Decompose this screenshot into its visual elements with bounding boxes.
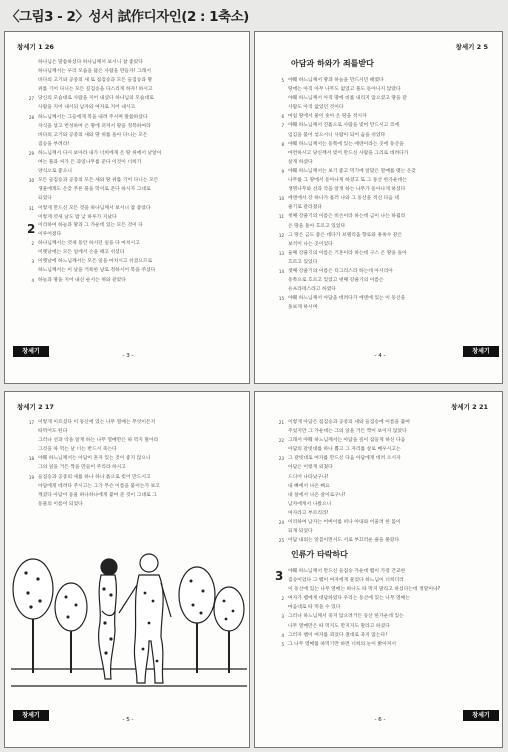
page-number: - 4 -	[374, 353, 386, 359]
verse-number: 4	[31, 277, 34, 283]
verse-number: 7	[281, 123, 284, 129]
verse-number: 4	[281, 632, 284, 638]
verse-line	[273, 222, 495, 231]
verse-line	[23, 140, 241, 149]
verse-number	[23, 427, 38, 436]
verse-line	[273, 436, 495, 445]
verse-number	[273, 85, 288, 94]
verse-text: 야훼 하느님께서는 아담이 혼자 있는 것이 좋지 않으니	[38, 456, 151, 462]
verse-line	[23, 167, 241, 176]
verse-number	[23, 482, 38, 491]
verse-line	[273, 121, 495, 130]
verse-number	[273, 463, 288, 472]
chapter-number: 3	[275, 569, 284, 583]
verse-number: 19	[28, 474, 34, 480]
verse-text: 짐승이었다 그 뱀이 여자에게 물었다 하느님이 너희더러	[288, 578, 404, 584]
verse-text: 땅에는 아직 아무 나무도 없었고 풀도 돋아나지 않았다	[288, 87, 401, 93]
verse-line	[273, 85, 495, 94]
verse-number	[273, 94, 288, 103]
verse-line	[273, 509, 495, 518]
verse-text: 마침 땅에서 물이 솟아 온 땅을 적시자	[288, 114, 367, 120]
verse-text: 이렇게 아담은 집짐승과 공중의 새와 들짐승에 이름을 붙여	[288, 420, 410, 425]
verse-number	[273, 603, 288, 612]
verse-number	[23, 221, 38, 230]
verse-line	[273, 536, 495, 545]
page-number: - 3 -	[122, 353, 134, 359]
verse-block	[273, 76, 495, 312]
verse-number: 28	[28, 114, 34, 120]
verse-number: 5	[281, 78, 284, 83]
verse-text: 생물에게도 온갖 푸른 풀을 먹이로 준다 하시자 그대로	[38, 187, 151, 193]
verse-line	[23, 463, 241, 472]
verse-text: 이 동산에 있는 나무 열매는 하나도 따 먹지 말라고 하셨다는데 정말이냐?	[288, 587, 441, 593]
verse-text: 하나님은 말씀하셨다 하나님께서 보시니 참 좋았다	[38, 60, 143, 65]
verse-number	[273, 622, 288, 631]
verse-number	[23, 436, 38, 445]
verse-number	[23, 140, 38, 149]
verse-line	[23, 85, 241, 94]
verse-number: 22	[278, 438, 284, 444]
verse-line	[273, 622, 495, 631]
verse-number: 13	[278, 250, 284, 256]
book-tab: 창세기	[13, 710, 49, 721]
verse-line	[273, 491, 495, 500]
verse-text: 그 땅은 금도 좋은 데다가 브델리움 향료와 홍옥수 같은	[288, 232, 403, 238]
verse-number: 12	[278, 232, 284, 238]
verse-line	[273, 640, 495, 649]
verse-line	[273, 240, 495, 249]
page-6	[254, 391, 503, 748]
verse-block	[273, 418, 495, 545]
verse-line	[23, 257, 241, 266]
verse-number	[23, 185, 38, 194]
verse-number	[273, 176, 288, 185]
verse-line	[273, 594, 495, 603]
verse-number	[23, 445, 38, 454]
eve-figure	[99, 559, 117, 679]
verse-text: 자식을 낳고 번성하여 온 땅에 퍼져서 땅을 정복하여라	[38, 123, 151, 129]
figure-title: 〈그림3 - 2〉성서 試作디자인(2 : 1축소)	[6, 9, 249, 25]
verse-number: 5	[281, 641, 284, 647]
verse-number: 9	[281, 168, 284, 174]
verse-text: 야훼 하느님께서 땅과 하늘을 만드시던 때였다	[288, 78, 384, 83]
verse-line	[23, 500, 241, 509]
section-title: 아담과 하와가 죄를받다	[291, 59, 374, 68]
verse-text: 생명나무와 선과 악을 알게 하는 나무가 돋아나게 하셨다	[288, 187, 406, 193]
verse-line	[273, 140, 495, 149]
verse-line	[23, 122, 241, 131]
verse-text: 동쪽으로 흐르고 있었고 넷째 강줄기의 이름은	[288, 278, 384, 284]
verse-number	[23, 131, 38, 140]
adam-figure	[119, 554, 171, 683]
verse-line	[23, 230, 241, 239]
verse-text: 아담은 이렇게 외쳤다	[288, 465, 333, 471]
verse-line	[23, 185, 241, 194]
tree-icon	[13, 559, 53, 673]
verse-line	[23, 76, 241, 85]
verse-text: 야훼 하느님께서 만드신 들짐승 가운데 뱀이 가장 간교한	[288, 569, 406, 574]
verse-text: 보석이 나는 곳이었다	[288, 241, 333, 247]
verse-number	[273, 149, 288, 158]
verse-number	[23, 230, 38, 239]
verse-line	[273, 294, 495, 303]
verse-number	[273, 445, 288, 454]
verse-line	[23, 158, 241, 167]
verse-text: 그것을 따 먹는 날 너는 반드시 죽는다	[38, 447, 117, 453]
verse-text: 아담 내외는 알몸이면서도 서로 부끄러운 줄을 몰랐다	[288, 538, 400, 544]
verse-text: 하나님께서는 우리 모습을 닮은 사람을 만들자! 그래서	[38, 69, 152, 75]
verse-text: 나무 열매만은 따 먹지도 만지지도 말라고 하셨다	[288, 623, 390, 629]
verse-number: 3	[31, 259, 34, 265]
verse-line	[273, 176, 495, 185]
verse-number	[273, 509, 288, 518]
section-title: 인류가 타락하다	[291, 550, 348, 559]
verse-text: 되게 되었다	[288, 529, 313, 535]
verse-line	[273, 149, 495, 158]
verse-number: 27	[28, 96, 34, 102]
verse-number	[273, 567, 288, 576]
verse-line	[23, 113, 241, 122]
verse-line	[23, 436, 241, 445]
verse-line	[23, 445, 241, 454]
verse-text: 바다의 고기와 공중의 새와 땅 위를 돌아 다니는 모든	[38, 132, 148, 138]
verse-line	[23, 239, 241, 248]
verse-text: 이렛날에는 모든 일에서 손을 떼고 쉬셨다	[38, 250, 125, 256]
verse-number: 18	[28, 456, 34, 462]
book-tab: 창세기	[463, 710, 499, 721]
verse-number	[273, 131, 288, 140]
verse-text: 모든 들짐승과 공중의 모든 새와 땅 위를 기어 다니는 모든	[38, 178, 159, 184]
verse-text: 그 나무 열매를 따먹기만 하면 너희의 눈이 밝아져서	[288, 641, 396, 647]
verse-number	[273, 576, 288, 585]
verse-text: 이루어졌다	[38, 232, 62, 238]
verse-text: 동물의 이름이 되었다	[38, 501, 83, 507]
verse-text: 짐승을 부려라!	[38, 141, 70, 147]
verse-line	[273, 249, 495, 258]
verse-line	[273, 585, 495, 594]
verse-number: 8	[281, 141, 284, 147]
verse-text: 둘째 강줄기의 이름은 기혼이라 하는데 구스 온 땅을 돌아	[288, 250, 407, 256]
verse-number	[273, 491, 288, 500]
verse-number	[273, 276, 288, 285]
verse-block	[23, 58, 241, 222]
verse-number: 24	[278, 520, 284, 526]
verse-text: 드디어 나타났구나!	[288, 474, 329, 480]
verse-number	[23, 248, 38, 257]
verse-line	[273, 445, 495, 454]
verse-line	[23, 248, 241, 257]
verse-number: 25	[278, 538, 284, 544]
verse-number	[23, 194, 38, 203]
verse-text: 살게 하셨다	[288, 159, 313, 165]
verse-number	[273, 500, 288, 509]
verse-line	[23, 418, 241, 427]
verse-text: 이렇게 만드신 모든 것을 하나님께서 보시니 참 좋았다	[38, 205, 151, 211]
verse-line	[273, 603, 495, 612]
verse-text: 여자라고 부르리라!	[288, 510, 329, 516]
verse-line	[273, 576, 495, 585]
verse-number: 17	[28, 420, 34, 425]
verse-number	[273, 527, 288, 536]
verse-text: 야훼 하느님께서 아담을 데려다가 에덴에 있는 이 동산을	[288, 296, 406, 302]
verse-line	[23, 473, 241, 482]
verse-number: 30	[28, 178, 34, 184]
verse-number	[273, 473, 288, 482]
verse-text: 나무를 그 땅에서 돋아나게 하셨고 또 그 동산 한가운데는	[288, 178, 407, 184]
page-4	[254, 31, 503, 384]
verse-text: 아담에게 데려다 주시고는 그가 무슨 이름을 붙이는가 보고	[38, 483, 160, 489]
verse-text: 돌보게 하시며	[288, 305, 318, 311]
verse-line	[273, 103, 495, 112]
verse-text: 사람도 아직 없었던 것이다	[288, 105, 344, 111]
verse-number	[273, 240, 288, 249]
verse-line	[23, 131, 241, 140]
verse-number	[23, 58, 38, 67]
verse-number: 23	[278, 456, 284, 462]
verse-text: 주었지만 그 가운데는 그의 일을 거든 짝이 보이지 않았다	[288, 429, 407, 435]
verse-line	[273, 258, 495, 267]
verse-line	[23, 103, 241, 112]
verse-text: 줄기로 갈라졌다	[288, 205, 322, 211]
verse-text: 유프라테스라고 하였다	[288, 287, 336, 293]
verse-line	[23, 482, 241, 491]
verse-number: 14	[278, 268, 284, 274]
verse-line	[273, 267, 495, 276]
verse-line	[23, 149, 241, 158]
verse-text: 흐르고 있었다	[288, 259, 318, 265]
verse-text: 남자에게서 나왔으니	[288, 501, 332, 507]
page-3	[4, 31, 250, 384]
verse-text: 그러나 하느님께서 죽지 않으려거든 동산 한가운데 있는	[288, 614, 404, 620]
chapter-number: 2	[27, 222, 36, 236]
verse-number	[23, 103, 38, 112]
verse-text: 셋째 강줄기의 이름은 티그리스라 하는데 아시리아	[288, 268, 393, 274]
verse-number	[273, 222, 288, 231]
tree-icon	[55, 583, 87, 673]
verse-number: 2	[31, 241, 34, 247]
page-header: 창세기 1 26	[17, 43, 54, 51]
verse-line	[23, 194, 241, 203]
verse-text: 하느님께서는 이 날을 거룩한 날로 정하시어 복을 주셨다	[38, 268, 156, 274]
verse-line	[273, 167, 495, 176]
verse-line	[273, 76, 495, 85]
page-5	[4, 391, 250, 748]
verse-line	[23, 491, 241, 500]
verse-line	[23, 67, 241, 76]
verse-line	[273, 500, 495, 509]
verse-text: 아담의 갈빗대를 하나 뽑고 그 자리를 살로 메우시고는	[288, 447, 401, 453]
verse-text: 바다의 고기와 공중의 새 또 집짐승과 모든 들짐승과 땅	[38, 78, 153, 84]
verse-line	[273, 427, 495, 436]
verse-number: 15	[278, 296, 284, 302]
verse-line	[273, 231, 495, 240]
verse-text: 그 갈빗대로 여자를 만드신 다음 아담에게 데려 오시자	[288, 456, 401, 462]
verse-number	[273, 303, 288, 312]
verse-line	[23, 266, 241, 275]
verse-line	[273, 454, 495, 463]
verse-line	[273, 567, 495, 576]
verse-text: 하느님께서 다시 보아라 내가 너희에게 온 땅 위에서 낟알이	[38, 150, 162, 156]
verse-line	[273, 131, 495, 140]
verse-text: 여자가 뱀에게 대답하였다 우리는 동산에 있는 나무 열매는	[288, 596, 410, 602]
tree-icon	[214, 587, 244, 673]
verse-text: 그의 일을 거든 짝을 만들어 주리라 하시고	[38, 465, 126, 471]
verse-text: 야훼 하느님께서 아직 땅에 비를 내리지 않으셨고 땅을 갈	[288, 96, 407, 102]
verse-text: 위를 기어 다니는 모든 길짐승을 다스리게 하자! 하시고	[38, 87, 153, 93]
verse-number	[23, 122, 38, 131]
verse-number	[23, 167, 38, 176]
verse-line	[273, 518, 495, 527]
verse-line	[23, 94, 241, 103]
verse-line	[273, 612, 495, 621]
verse-line	[23, 221, 241, 230]
verse-text: 계셨다 아담이 동물 하나하나에게 붙여 준 것이 그대로 그	[38, 492, 157, 498]
verse-text: 이렇게 이르셨다 이 동산에 있는 나무 열매는 무엇이든지	[38, 420, 156, 425]
verse-number	[23, 158, 38, 167]
verse-number	[273, 285, 288, 294]
verse-number	[273, 185, 288, 194]
verse-text: 그래서 야훼 하느님께서는 아담을 깊이 잠들게 하신 다음	[288, 438, 406, 444]
verse-text: 하늘과 땅을 지어 내신 순서는 위와 같았다	[38, 277, 126, 283]
verse-line	[23, 204, 241, 213]
verse-number	[23, 76, 38, 85]
verse-line	[23, 427, 241, 436]
verse-number	[23, 463, 38, 472]
adam-eve-illustration	[11, 549, 247, 701]
verse-block	[273, 567, 495, 649]
verse-number	[23, 500, 38, 509]
verse-text: 첫째 강줄기의 이름은 비손이라 하는데 금이 나는 하윌라	[288, 214, 406, 220]
verse-text: 야훼 하느님께서는 동쪽에 있는 에덴이라는 곳에 동산을	[288, 141, 404, 147]
book-tab: 창세기	[463, 346, 499, 357]
verse-block	[23, 418, 241, 509]
verse-number: 3	[281, 614, 284, 620]
verse-number: 21	[278, 420, 284, 425]
verse-text: 마음대로 따 먹을 수 있다	[288, 605, 341, 611]
verse-number: 2	[281, 596, 284, 602]
verse-line	[23, 176, 241, 185]
page-header: 창세기 2 5	[455, 43, 488, 51]
verse-text: 내 뼈에서 나온 뼈요	[288, 483, 330, 489]
verse-line	[273, 482, 495, 491]
verse-line	[23, 276, 241, 285]
verse-block	[23, 221, 241, 285]
verse-text: 하느님께서는 그들에게 복을 내려 주시며 말씀하셨다	[38, 114, 148, 120]
verse-text: 그러나 선과 악을 알게 하는 나무 열매만은 따 먹지 말아라	[38, 438, 159, 444]
verse-line	[273, 158, 495, 167]
verse-text: 하나님께서는 엿새 동안 하시던 일을 다 마치시고	[38, 241, 140, 247]
verse-number: 10	[278, 196, 284, 202]
verse-number: 31	[28, 205, 34, 211]
verse-line	[273, 194, 495, 203]
page-header: 창세기 2 17	[17, 403, 54, 411]
verse-text: 사람을 지어 내시되 남자와 여자로 지어 내시고	[38, 105, 136, 111]
verse-line	[273, 303, 495, 312]
verse-number	[273, 585, 288, 594]
verse-text: 되었다	[38, 196, 52, 202]
verse-text: 마련하시고 당신께서 빚어 만드신 사람을 그리로 데려다가	[288, 150, 409, 156]
book-tab: 창세기	[13, 346, 49, 357]
page-number: - 5 -	[122, 717, 134, 723]
verse-number	[273, 203, 288, 212]
verse-number	[23, 85, 38, 94]
page-header: 창세기 2 21	[451, 403, 488, 411]
verse-text: 이렇게 엿새 날도 밤 낮 하루가 지났다	[38, 214, 117, 220]
verse-number: 6	[281, 114, 284, 120]
verse-text: 당신의 모습대로 사람을 지어 내셨다 하나님의 모습대로	[38, 96, 154, 102]
verse-number	[273, 427, 288, 436]
verse-number	[23, 491, 38, 500]
verse-line	[273, 212, 495, 221]
verse-text: 야훼 하느님께서 진흙으로 사람을 빚어 만드시고 코에	[288, 123, 400, 129]
verse-line	[273, 527, 495, 536]
verse-number	[23, 67, 38, 76]
verse-line	[273, 94, 495, 103]
verse-text: 여는 풀과 씨가 든 과일나무를 준다 이것이 너희가	[38, 160, 142, 166]
verse-number	[23, 266, 38, 275]
verse-line	[273, 631, 495, 640]
verse-line	[23, 58, 241, 67]
verse-number: 11	[278, 214, 284, 220]
verse-line	[273, 418, 495, 427]
verse-text: 온 땅을 돌아 흐르고 있었다	[288, 223, 346, 229]
verse-line	[273, 185, 495, 194]
verse-text: 따먹어도 된다	[38, 429, 68, 435]
verse-line	[273, 463, 495, 472]
verse-line	[273, 285, 495, 294]
verse-text: 야훼 하느님께서는 보기 좋고 먹기에 알맞은 열매를 맺는 온갖	[288, 168, 417, 174]
verse-line	[273, 276, 495, 285]
verse-text: 에덴에서 강 하나가 흘러 나와 그 동산을 적신 다음 네	[288, 196, 400, 202]
verse-line	[273, 112, 495, 121]
page-number: - 6 -	[374, 717, 386, 723]
verse-number: 29	[28, 150, 34, 156]
verse-line	[273, 203, 495, 212]
verse-text: 이리하여 하늘과 땅과 그 가운데 있는 모든 것이 다	[38, 223, 143, 228]
verse-text: 들짐승과 공중의 새를 하나 하나 흙으로 빚어 만드시고	[38, 474, 151, 480]
verse-number	[273, 103, 288, 112]
verse-text: 입김을 불어 넣으시니 사람이 되어 숨을 쉬었다	[288, 132, 386, 138]
verse-text: 이리하여 남자는 어버이를 떠나 아내와 어울려 한 몸이	[288, 520, 401, 526]
verse-line	[273, 473, 495, 482]
verse-text: 내 살에서 나온 살이로구나!	[288, 492, 346, 498]
verse-number	[273, 482, 288, 491]
verse-text: 그러자 뱀이 여자를 꾀었다 절대로 죽지 않는다!	[288, 632, 388, 638]
verse-number	[273, 158, 288, 167]
verse-number	[273, 258, 288, 267]
verse-text: 이렛날에 하느님께서는 모든 일을 마치시고 쉬셨으므로	[38, 259, 153, 265]
verse-text: 양식으로 좋으니	[38, 169, 72, 175]
verse-line	[23, 454, 241, 463]
tree-icon	[179, 567, 215, 673]
